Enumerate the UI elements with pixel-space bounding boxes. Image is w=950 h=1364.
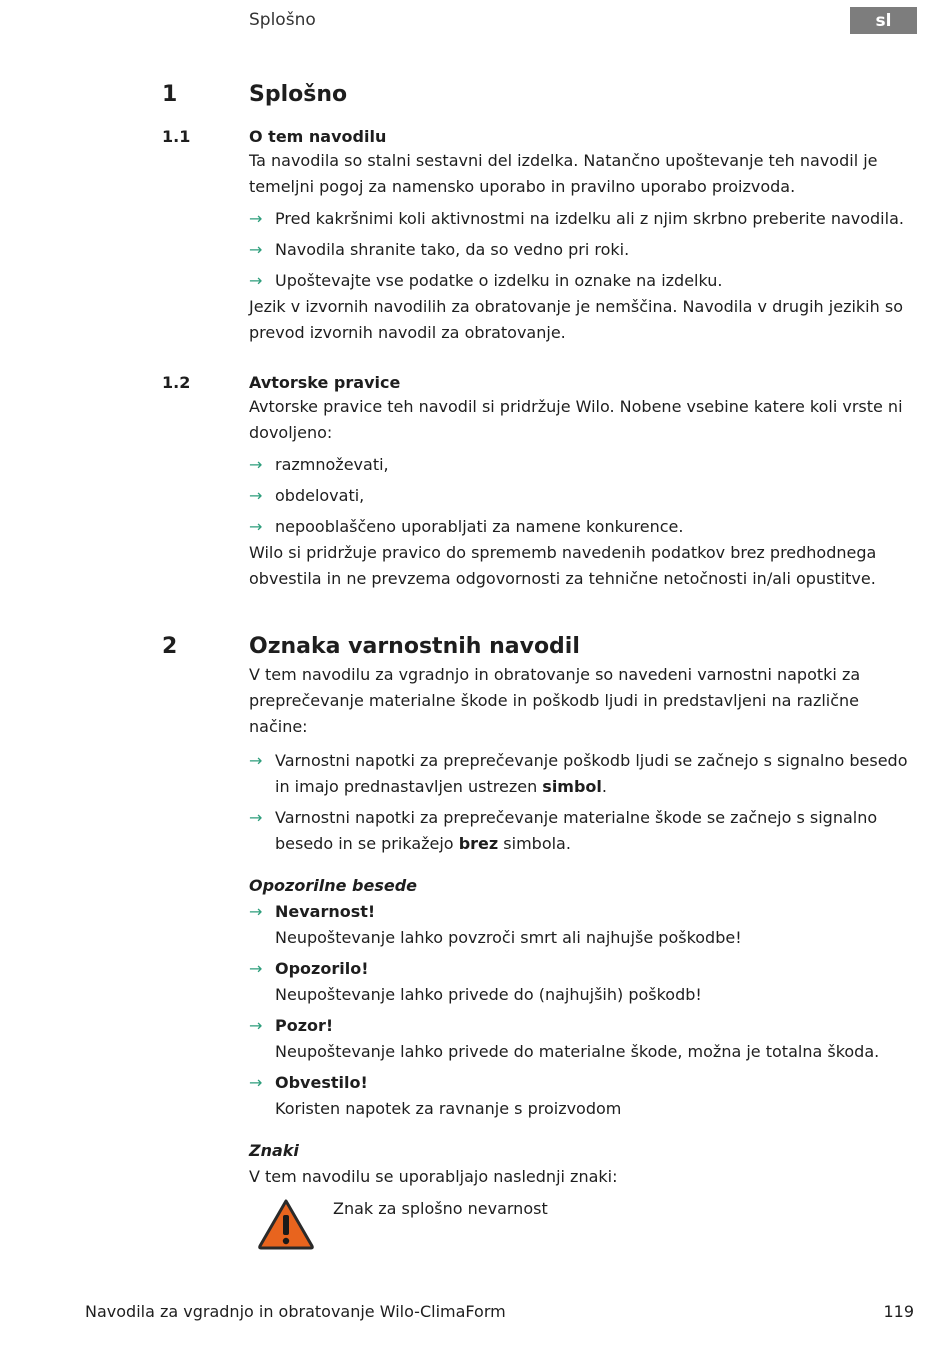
subsection-title: O tem navodilu bbox=[249, 127, 387, 146]
running-header: Splošno bbox=[249, 10, 316, 30]
list-item: → Opozorilo! Neupoštevanje lahko privede do (najhujših) poškodb! bbox=[249, 956, 919, 1008]
arrow-right-icon: → bbox=[249, 751, 263, 770]
section-2 bbox=[249, 632, 919, 1250]
signal-words-list bbox=[249, 899, 919, 1122]
list-item: → nepooblaščeno uporabljati za namene konkurence. bbox=[249, 514, 919, 540]
arrow-right-icon: → bbox=[249, 1016, 263, 1035]
subsection-number: 1.1 bbox=[162, 127, 191, 146]
arrow-right-icon: → bbox=[249, 1073, 263, 1092]
arrow-right-icon: → bbox=[249, 517, 263, 536]
symbol-label: Znak za splošno nevarnost bbox=[333, 1199, 548, 1218]
list-item: → obdelovati, bbox=[249, 483, 919, 509]
footer-title: Navodila za vgradnjo in obratovanje Wilo-ClimaForm bbox=[85, 1302, 506, 1321]
paragraph: V tem navodilu se uporabljajo naslednji znaki: bbox=[249, 1167, 618, 1186]
list-item: → Pred kakršnimi koli aktivnostmi na izdelku ali z njim skrbno preberite navodila. bbox=[249, 206, 919, 232]
list-item: → Pozor! Neupoštevanje lahko privede do materialne škode, možna je totalna škoda. bbox=[249, 1013, 919, 1065]
arrow-right-icon: → bbox=[249, 209, 263, 228]
list-item: → Upoštevajte vse podatke o izdelku in oznake na izdelku. bbox=[249, 268, 919, 294]
subsection-title: Avtorske pravice bbox=[249, 373, 401, 392]
list-item: → Navodila shranite tako, da so vedno pri roki. bbox=[249, 237, 919, 263]
language-badge: sl bbox=[850, 7, 917, 34]
subsection-number: 1.2 bbox=[162, 373, 191, 392]
arrow-right-icon: → bbox=[249, 959, 263, 978]
paragraph: V tem navodilu za vgradnjo in obratovanje so navedeni varnostni napotki za preprečevanje materialne škode in poškodb ljudi in predstavljeni na različne načine: bbox=[249, 665, 861, 736]
arrow-right-icon: → bbox=[249, 240, 263, 259]
subsection-1-2 bbox=[249, 372, 919, 592]
arrow-right-icon: → bbox=[249, 808, 263, 827]
list-item: → razmnoževati, bbox=[249, 452, 919, 478]
paragraph: Wilo si pridržuje pravico do sprememb navedenih podatkov brez predhodnega obvestila in ne prevzema odgovornosti za tehnične netočnosti in/ali opustitve. bbox=[249, 543, 877, 588]
bullet-list bbox=[249, 206, 919, 294]
section-number: 2 bbox=[162, 634, 178, 659]
section-number: 1 bbox=[162, 82, 178, 107]
subsection-1-1 bbox=[249, 126, 919, 346]
signal-words-heading: Opozorilne besede bbox=[249, 876, 418, 895]
paragraph: Jezik v izvornih navodilih za obratovanje je nemščina. Navodila v drugih jezikih so prevod izvornih navodil za obratovanje. bbox=[249, 297, 903, 342]
bullet-list bbox=[249, 748, 919, 857]
list-item: → Nevarnost! Neupoštevanje lahko povzroči smrt ali najhujše poškodbe! bbox=[249, 899, 919, 951]
list-item: → Obvestilo! Koristen napotek za ravnanje s proizvodom bbox=[249, 1070, 919, 1122]
paragraph: Ta navodila so stalni sestavni del izdelka. Natančno upoštevanje teh navodil je temeljni pogoj za namensko uporabo in pravilno uporabo proizvoda. bbox=[249, 151, 878, 196]
bullet-list bbox=[249, 452, 919, 540]
symbol-row bbox=[249, 1196, 919, 1250]
general-danger-icon bbox=[257, 1198, 315, 1250]
section-title: Oznaka varnostnih navodil bbox=[249, 634, 580, 659]
arrow-right-icon: → bbox=[249, 455, 263, 474]
page-number: 119 bbox=[883, 1302, 914, 1321]
list-item: → Varnostni napotki za preprečevanje poškodb ljudi se začnejo s signalno besedo in imajo prednastavljen ustrezen simbol. bbox=[249, 748, 919, 800]
symbols-heading: Znaki bbox=[249, 1141, 299, 1160]
list-item: → Varnostni napotki za preprečevanje materialne škode se začnejo s signalno besedo in se prikažejo brez simbola. bbox=[249, 805, 919, 857]
paragraph: Avtorske pravice teh navodil si pridržuje Wilo. Nobene vsebine katere koli vrste ni dovoljeno: bbox=[249, 397, 903, 442]
arrow-right-icon: → bbox=[249, 271, 263, 290]
arrow-right-icon: → bbox=[249, 486, 263, 505]
arrow-right-icon: → bbox=[249, 902, 263, 921]
section-title: Splošno bbox=[249, 82, 348, 107]
